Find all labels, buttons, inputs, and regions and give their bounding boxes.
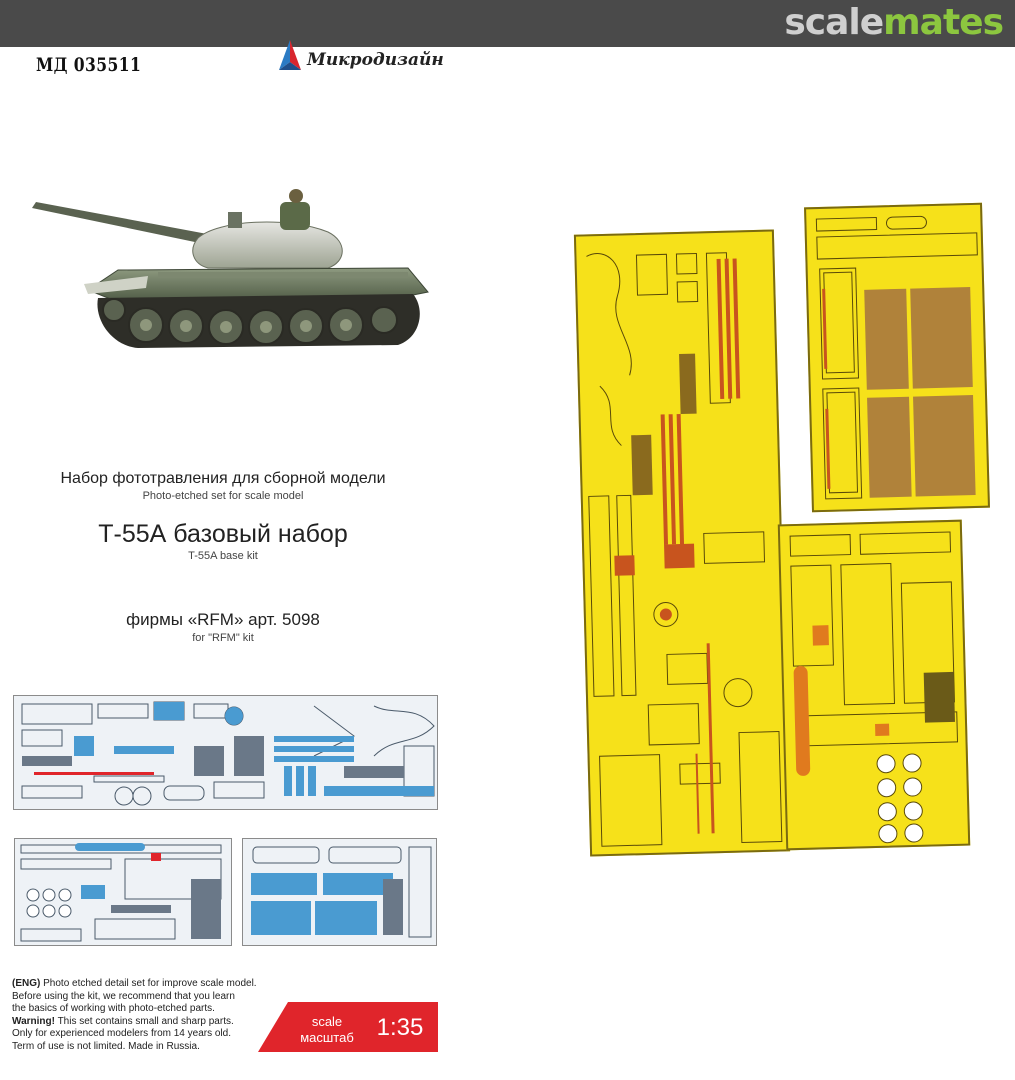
top-bar bbox=[0, 0, 1015, 47]
photo-etched-fret-icon bbox=[243, 839, 437, 946]
scale-label-en: scale bbox=[311, 1014, 343, 1029]
tank-photo-icon bbox=[28, 180, 433, 355]
fret-large-top-right bbox=[804, 203, 990, 513]
eng-tag: (ENG) bbox=[12, 978, 41, 989]
info-line-5: Only for experienced modelers from 14 years old. bbox=[12, 1028, 231, 1039]
photo-etched-fret-icon bbox=[576, 231, 790, 856]
scale-value: 1:35 bbox=[376, 1014, 424, 1041]
microdesign-logo-icon bbox=[275, 38, 305, 72]
manufacturer-name: Микродизайн bbox=[307, 50, 444, 70]
scale-label-ru: масштаб bbox=[300, 1030, 354, 1045]
info-line-6: Term of use is not limited. Made in Russia. bbox=[12, 1040, 200, 1052]
photo-etched-fret-icon bbox=[806, 205, 990, 513]
warning-tag: Warning! bbox=[12, 1015, 55, 1027]
fret-thumbnail-2 bbox=[14, 838, 232, 946]
manufacturer-logo bbox=[275, 38, 444, 72]
instructions-text bbox=[12, 978, 272, 1053]
brand-part-scale: scale bbox=[784, 2, 884, 43]
fret-large-left bbox=[574, 229, 790, 856]
photo-etched-fret-icon bbox=[14, 696, 438, 810]
scale-labels bbox=[282, 1014, 372, 1046]
product-code: МД 035511 bbox=[36, 54, 142, 76]
info-line-3: the basics of working with photo-etched parts. bbox=[12, 1003, 215, 1014]
kit-reference-en: for "RFM" kit bbox=[192, 632, 254, 644]
info-line-4 bbox=[12, 1016, 272, 1029]
brand-part-mates: mates bbox=[883, 2, 1003, 43]
info-line-1-text: Photo etched detail set for improve scale model. bbox=[40, 978, 257, 989]
kit-reference-ru: фирмы «RFM» арт. 5098 bbox=[126, 610, 320, 629]
photo-etched-fret-icon bbox=[780, 522, 970, 851]
info-line-1 bbox=[12, 978, 272, 991]
kit-name-en: T-55A base kit bbox=[188, 550, 258, 562]
info-line-4-text: This set contains small and sharp parts. bbox=[54, 1015, 234, 1027]
fret-thumbnail-3 bbox=[242, 838, 437, 946]
title-ru: Набор фототравления для сборной модели bbox=[60, 470, 386, 487]
photo-etched-fret-icon bbox=[15, 839, 232, 946]
scalemates-logo[interactable] bbox=[784, 2, 1003, 43]
fret-thumbnail-1 bbox=[13, 695, 438, 810]
info-line-2: Before using the kit, we recommend that you learn bbox=[12, 990, 235, 1002]
kit-name-ru: Т-55А базовый набор bbox=[98, 520, 348, 548]
fret-large-bottom-right bbox=[778, 520, 970, 851]
title-en: Photo-etched set for scale model bbox=[142, 490, 304, 502]
